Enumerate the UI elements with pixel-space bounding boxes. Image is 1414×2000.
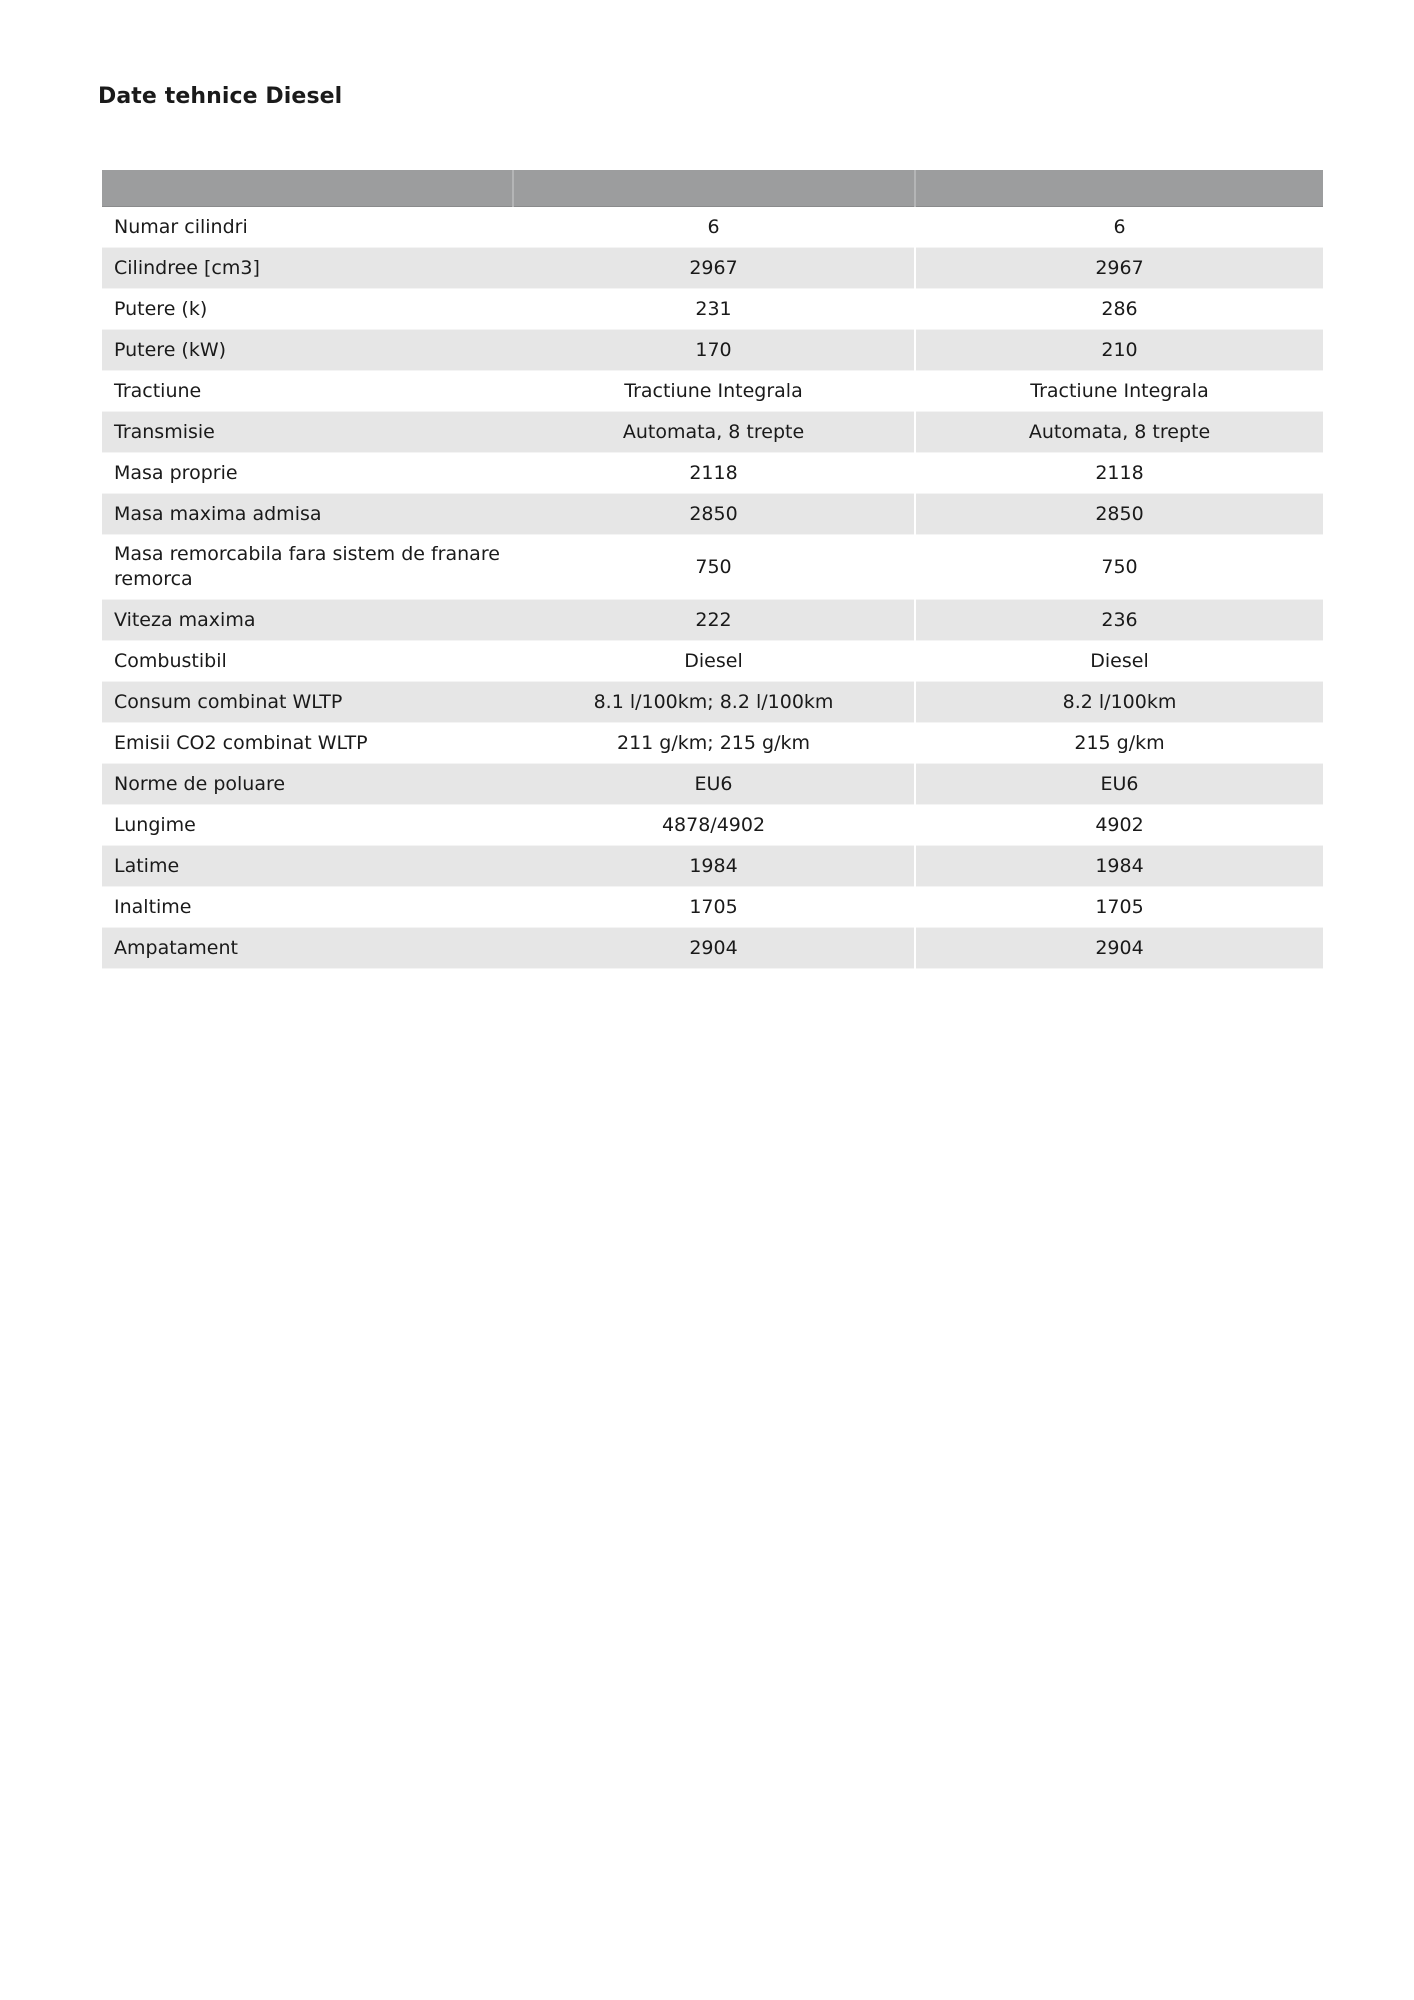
row-value-b: 215 g/km bbox=[915, 723, 1323, 764]
page-title: Date tehnice Diesel bbox=[98, 84, 343, 109]
row-value-a: 750 bbox=[513, 535, 915, 600]
row-value-b: 286 bbox=[915, 289, 1323, 330]
row-value-a: 8.1 l/100km; 8.2 l/100km bbox=[513, 682, 915, 723]
row-label: Inaltime bbox=[102, 887, 513, 928]
row-value-a: 2904 bbox=[513, 928, 915, 969]
header-cell-a bbox=[513, 170, 915, 207]
table-row bbox=[102, 289, 1323, 330]
row-label: Putere (kW) bbox=[102, 330, 513, 371]
row-value-a: 170 bbox=[513, 330, 915, 371]
row-label: Numar cilindri bbox=[102, 207, 513, 248]
header-cell-label bbox=[102, 170, 513, 207]
row-value-a: 222 bbox=[513, 600, 915, 641]
row-value-b: 750 bbox=[915, 535, 1323, 600]
row-value-b: 1705 bbox=[915, 887, 1323, 928]
row-value-a: 211 g/km; 215 g/km bbox=[513, 723, 915, 764]
table-row bbox=[102, 805, 1323, 846]
table-row bbox=[102, 846, 1323, 887]
table-row bbox=[102, 371, 1323, 412]
row-value-a: 231 bbox=[513, 289, 915, 330]
row-value-a: 6 bbox=[513, 207, 915, 248]
header-cell-b bbox=[915, 170, 1323, 207]
row-value-a: 2967 bbox=[513, 248, 915, 289]
row-value-a: 2118 bbox=[513, 453, 915, 494]
table-row bbox=[102, 887, 1323, 928]
row-label: Consum combinat WLTP bbox=[102, 682, 513, 723]
row-label: Masa remorcabila fara sistem de franare remorca bbox=[102, 535, 513, 600]
row-label: Norme de poluare bbox=[102, 764, 513, 805]
row-value-b: 2967 bbox=[915, 248, 1323, 289]
row-label: Masa proprie bbox=[102, 453, 513, 494]
row-value-b: 8.2 l/100km bbox=[915, 682, 1323, 723]
row-value-a: 1705 bbox=[513, 887, 915, 928]
table-row bbox=[102, 412, 1323, 453]
row-value-a: Tractiune Integrala bbox=[513, 371, 915, 412]
row-label: Cilindree [cm3] bbox=[102, 248, 513, 289]
row-label: Masa maxima admisa bbox=[102, 494, 513, 535]
spec-table bbox=[102, 170, 1323, 969]
row-value-b: Diesel bbox=[915, 641, 1323, 682]
row-value-b: 210 bbox=[915, 330, 1323, 371]
table-row bbox=[102, 764, 1323, 805]
row-label: Latime bbox=[102, 846, 513, 887]
row-value-b: 2904 bbox=[915, 928, 1323, 969]
table-row bbox=[102, 494, 1323, 535]
row-value-b: 2850 bbox=[915, 494, 1323, 535]
row-value-b: 2118 bbox=[915, 453, 1323, 494]
table-row bbox=[102, 207, 1323, 248]
row-value-b: Tractiune Integrala bbox=[915, 371, 1323, 412]
row-label: Lungime bbox=[102, 805, 513, 846]
table-row bbox=[102, 682, 1323, 723]
table-row bbox=[102, 928, 1323, 969]
row-value-a: Diesel bbox=[513, 641, 915, 682]
row-value-b: Automata, 8 trepte bbox=[915, 412, 1323, 453]
row-value-b: 6 bbox=[915, 207, 1323, 248]
row-value-b: EU6 bbox=[915, 764, 1323, 805]
row-label: Transmisie bbox=[102, 412, 513, 453]
row-label: Emisii CO2 combinat WLTP bbox=[102, 723, 513, 764]
table-row bbox=[102, 330, 1323, 371]
row-label: Viteza maxima bbox=[102, 600, 513, 641]
table-row bbox=[102, 723, 1323, 764]
table-row bbox=[102, 453, 1323, 494]
table-row bbox=[102, 641, 1323, 682]
table-row bbox=[102, 600, 1323, 641]
row-label: Combustibil bbox=[102, 641, 513, 682]
row-value-a: 4878/4902 bbox=[513, 805, 915, 846]
row-value-a: EU6 bbox=[513, 764, 915, 805]
row-label: Ampatament bbox=[102, 928, 513, 969]
table-header-row bbox=[102, 170, 1323, 207]
table-row bbox=[102, 248, 1323, 289]
row-label: Tractiune bbox=[102, 371, 513, 412]
row-value-a: Automata, 8 trepte bbox=[513, 412, 915, 453]
row-value-b: 236 bbox=[915, 600, 1323, 641]
row-value-a: 2850 bbox=[513, 494, 915, 535]
row-label: Putere (k) bbox=[102, 289, 513, 330]
row-value-b: 1984 bbox=[915, 846, 1323, 887]
row-value-a: 1984 bbox=[513, 846, 915, 887]
table-row bbox=[102, 535, 1323, 600]
row-value-b: 4902 bbox=[915, 805, 1323, 846]
